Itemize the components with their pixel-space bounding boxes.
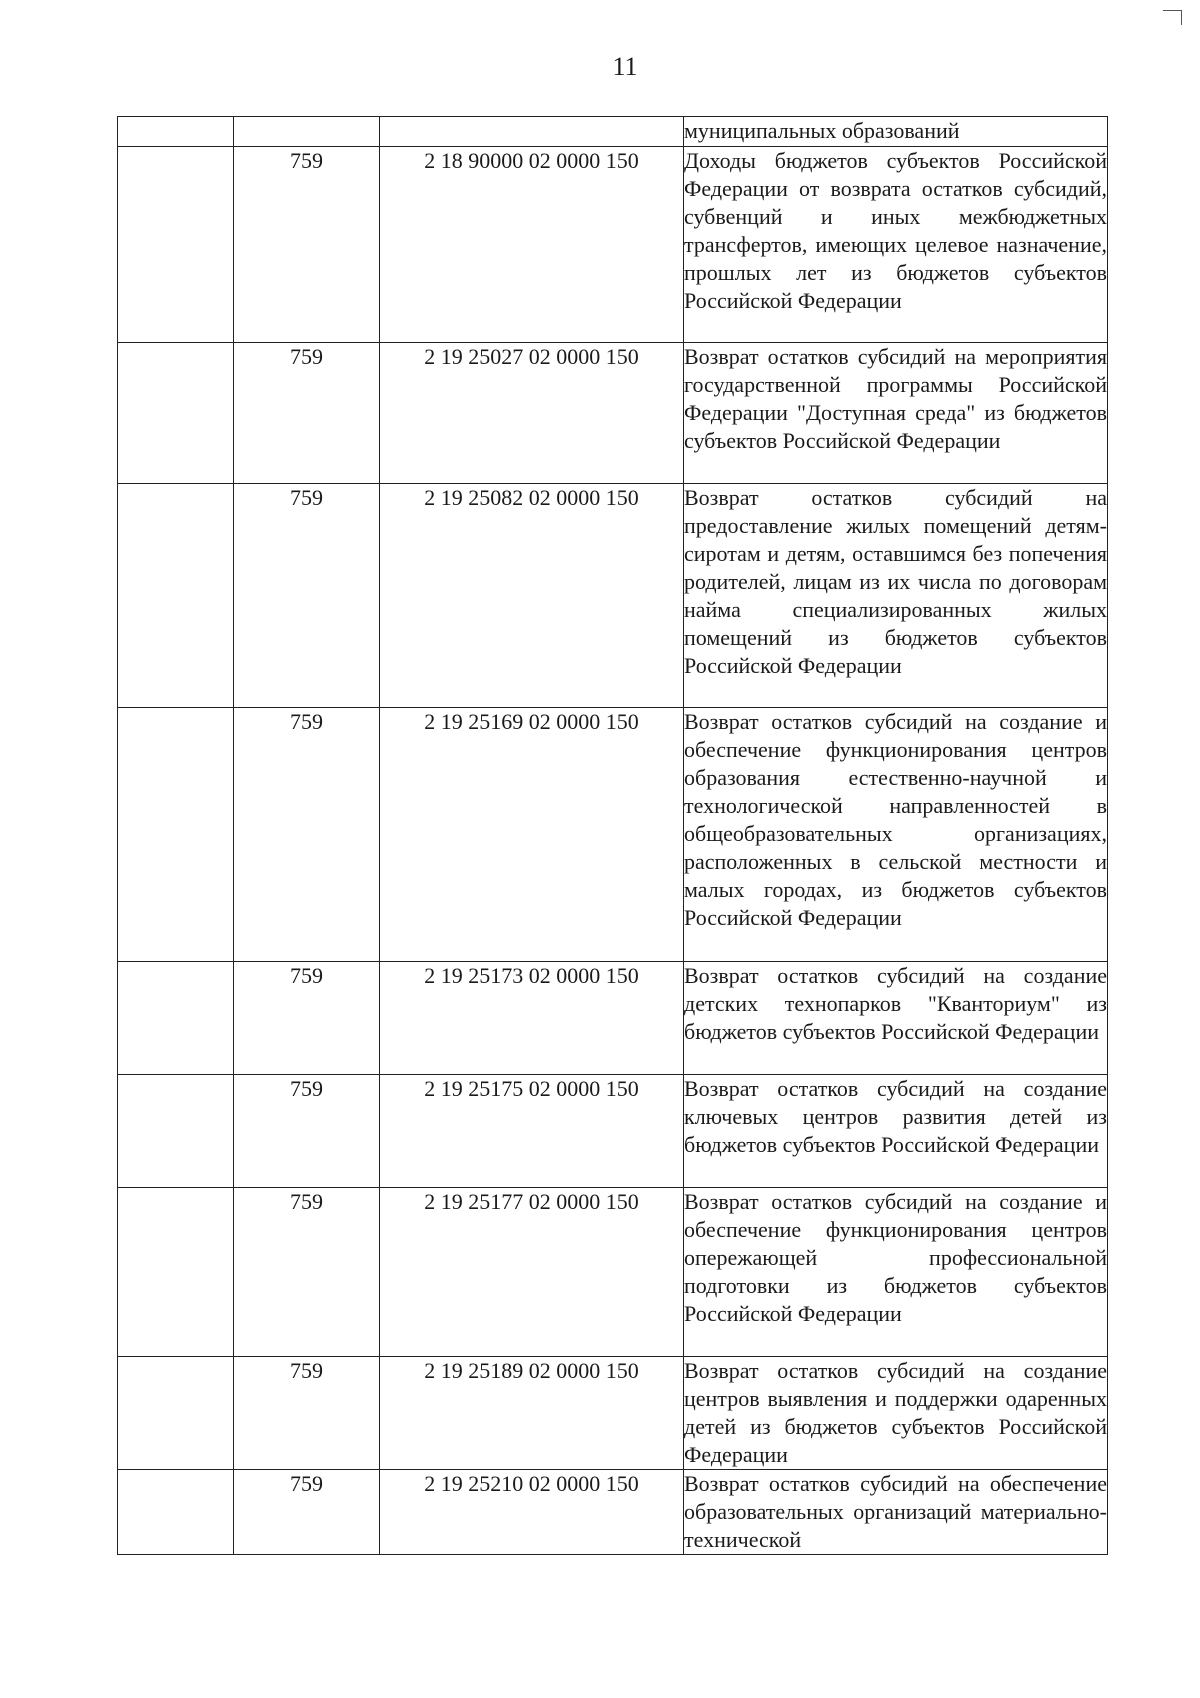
description-text: Возврат остатков субсидий на предоставление жилых помещений детям-сиротам и детям, оставшимся без попечения родителей, лицам из их числа по договорам найма специализированных жилых помещений из бюджетов субъектов Российской Федерации [684, 485, 1107, 678]
blank-cell [118, 484, 234, 708]
description-cell [684, 962, 1108, 1075]
blank-cell [118, 962, 234, 1075]
budget-code-cell: 2 19 25169 02 0000 150 [380, 708, 684, 962]
blank-cell [118, 1188, 234, 1357]
admin-code-cell: 759 [234, 343, 380, 484]
table-row [118, 343, 1108, 484]
description-cell [684, 117, 1108, 147]
description-text: Возврат остатков субсидий на обеспечение образовательных организаций материально-технической [684, 1471, 1107, 1552]
description-text: Возврат остатков субсидий на мероприятия государственной программы Российской Федерации "Доступная среда" из бюджетов субъектов Российской Федерации [684, 344, 1107, 453]
blank-cell [118, 147, 234, 343]
budget-code-cell: 2 19 25027 02 0000 150 [380, 343, 684, 484]
admin-code-cell: 759 [234, 1357, 380, 1470]
description-cell [684, 484, 1108, 708]
admin-code-cell: 759 [234, 1188, 380, 1357]
budget-code-cell: 2 18 90000 02 0000 150 [380, 147, 684, 343]
description-cell [684, 1188, 1108, 1357]
description-cell [684, 343, 1108, 484]
description-text: Возврат остатков субсидий на создание центров выявления и поддержки одаренных детей из бюджетов субъектов Российской Федерации [684, 1358, 1107, 1467]
budget-classification-table [117, 116, 1108, 1555]
description-cell [684, 708, 1108, 962]
table-row [118, 117, 1108, 147]
description-text: Доходы бюджетов субъектов Российской Федерации от возврата остатков субсидий, субвенций и иных межбюджетных трансфертов, имеющих целевое назначение, прошлых лет из бюджетов субъектов Российской Федерации [684, 148, 1107, 313]
blank-cell [118, 343, 234, 484]
budget-code-cell: 2 19 25082 02 0000 150 [380, 484, 684, 708]
blank-cell [118, 1357, 234, 1470]
admin-code-cell: 759 [234, 962, 380, 1075]
table-row [118, 708, 1108, 962]
description-text: Возврат остатков субсидий на создание детских технопарков "Кванториум" из бюджетов субъектов Российской Федерации [684, 963, 1107, 1044]
budget-code-cell: 2 19 25210 02 0000 150 [380, 1470, 684, 1555]
table-row [118, 1470, 1108, 1555]
admin-code-cell: 759 [234, 1470, 380, 1555]
description-text: муниципальных образований [684, 118, 960, 143]
description-cell [684, 1357, 1108, 1470]
budget-code-cell: 2 19 25177 02 0000 150 [380, 1188, 684, 1357]
description-text: Возврат остатков субсидий на создание ключевых центров развития детей из бюджетов субъектов Российской Федерации [684, 1076, 1107, 1157]
description-text: Возврат остатков субсидий на создание и обеспечение функционирования центров опережающей профессиональной подготовки из бюджетов субъектов Российской Федерации [684, 1189, 1107, 1326]
table-row [118, 1188, 1108, 1357]
admin-code-cell: 759 [234, 1075, 380, 1188]
page-number: 11 [612, 52, 638, 81]
blank-cell [118, 117, 234, 147]
corner-crop-mark [1163, 10, 1182, 25]
blank-cell [118, 1470, 234, 1555]
table-row [118, 484, 1108, 708]
budget-code-cell: 2 19 25189 02 0000 150 [380, 1357, 684, 1470]
admin-code-cell: 759 [234, 484, 380, 708]
table-row [118, 962, 1108, 1075]
table-row [118, 147, 1108, 343]
description-cell [684, 1075, 1108, 1188]
admin-code-cell: 759 [234, 147, 380, 343]
description-cell [684, 147, 1108, 343]
table-row [118, 1357, 1108, 1470]
description-cell [684, 1470, 1108, 1555]
budget-code-cell: 2 19 25173 02 0000 150 [380, 962, 684, 1075]
blank-cell [118, 708, 234, 962]
budget-code-cell [380, 117, 684, 147]
blank-cell [118, 1075, 234, 1188]
budget-code-cell: 2 19 25175 02 0000 150 [380, 1075, 684, 1188]
table-row [118, 1075, 1108, 1188]
admin-code-cell [234, 117, 380, 147]
admin-code-cell: 759 [234, 708, 380, 962]
description-text: Возврат остатков субсидий на создание и обеспечение функционирования центров образования естественно-научной и технологической направленностей в общеобразовательных организациях, расположенных в сельской местности и малых городах, из бюджетов субъектов Российской Федерации [684, 709, 1107, 930]
